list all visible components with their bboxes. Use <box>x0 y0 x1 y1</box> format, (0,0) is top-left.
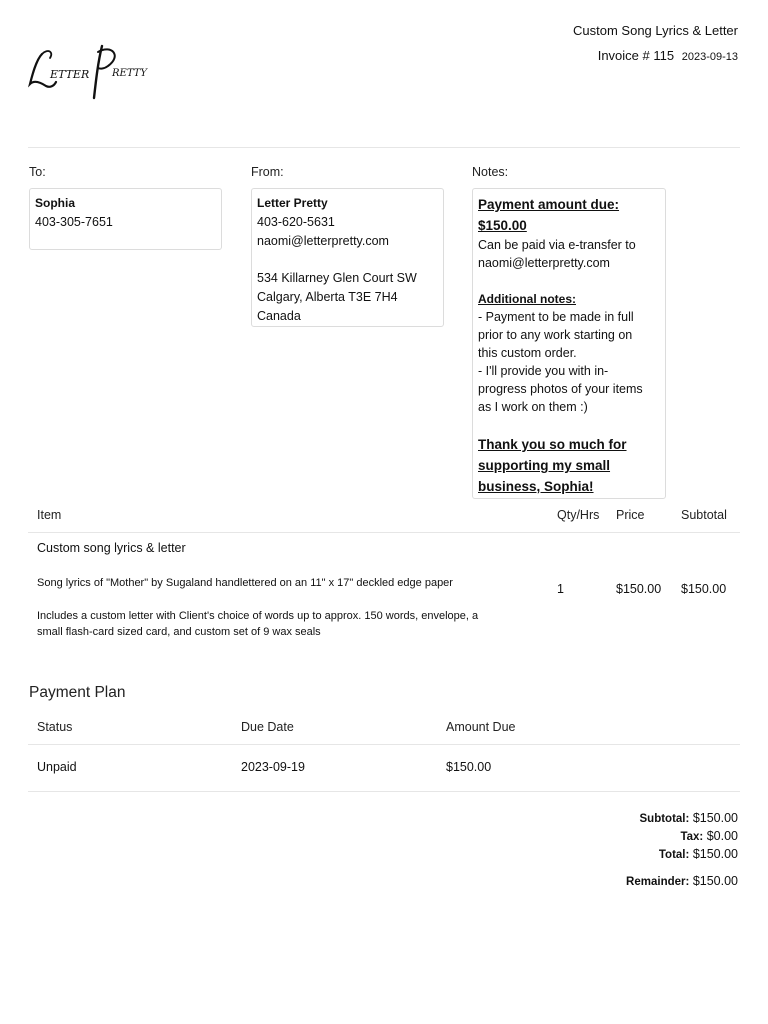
subtotal-label: Subtotal: <box>639 813 690 825</box>
thank-you-line: business, Sophia! <box>478 479 594 494</box>
plan-status: Unpaid <box>37 760 77 774</box>
payment-plan-title: Payment Plan <box>29 684 126 701</box>
notes-box <box>472 188 666 499</box>
client-name: Sophia <box>35 196 76 210</box>
thank-you-line: supporting my small <box>478 458 611 473</box>
plan-header-status: Status <box>37 720 73 734</box>
item-title: Custom song lyrics & letter <box>37 541 186 555</box>
totals-total <box>659 847 738 861</box>
item-description-extra-line2: small flash-card sized card, and custom set of 9 wax seals <box>37 626 321 638</box>
sender-email: naomi@letterpretty.com <box>257 234 389 248</box>
sender-name: Letter Pretty <box>257 196 328 210</box>
items-header-qty: Qty/Hrs <box>557 508 600 522</box>
totals-tax <box>680 829 738 843</box>
company-logo <box>28 42 168 102</box>
to-label: To: <box>29 165 46 179</box>
thank-you-line: Thank you so much for <box>478 437 627 452</box>
payment-method-line2: naomi@letterpretty.com <box>478 256 610 270</box>
plan-amount-due: $150.00 <box>446 760 492 774</box>
plan-header-divider <box>28 744 740 745</box>
note-line: as I work on them :) <box>478 400 588 414</box>
tax-label: Tax: <box>680 831 704 843</box>
total-value: $150.00 <box>692 847 738 861</box>
item-subtotal: $150.00 <box>681 582 727 596</box>
totals-subtotal <box>640 811 739 825</box>
payment-method-line1: Can be paid via e-transfer to <box>478 238 636 252</box>
items-header-price: Price <box>616 508 645 522</box>
item-description: Song lyrics of "Mother" by Sugaland handlettered on an 11" x 17" deckled edge paper <box>37 577 453 589</box>
to-box <box>29 188 222 250</box>
document-title: Custom Song Lyrics & Letter <box>573 23 738 38</box>
sender-address-line1: 534 Killarney Glen Court SW <box>257 271 417 285</box>
tax-value: $0.00 <box>706 829 738 843</box>
item-price: $150.00 <box>616 582 662 596</box>
sender-phone: 403-620-5631 <box>257 215 335 229</box>
note-line: progress photos of your items <box>478 382 643 396</box>
remainder-value: $150.00 <box>692 874 738 888</box>
subtotal-value: $150.00 <box>692 811 738 825</box>
additional-notes-heading: Additional notes: <box>478 292 576 306</box>
item-description-extra <box>37 608 537 640</box>
item-description-extra-line1: Includes a custom letter with Client's choice of words up to approx. 150 words, envelope, a <box>37 610 479 622</box>
payment-due-amount: $150.00 <box>478 218 527 233</box>
plan-bottom-divider <box>28 791 740 792</box>
svg-text:ETTER: ETTER <box>50 68 90 81</box>
total-label: Total: <box>658 849 690 861</box>
notes-label: Notes: <box>472 165 509 179</box>
invoice-number-line <box>598 48 738 63</box>
note-line: prior to any work starting on <box>478 328 633 342</box>
note-line: - I'll provide you with in- <box>478 364 609 378</box>
header-divider <box>28 147 740 148</box>
sender-address-line2: Calgary, Alberta T3E 7H4 <box>257 290 398 304</box>
payment-due-heading: Payment amount due: <box>478 197 620 212</box>
remainder-label: Remainder: <box>626 876 690 888</box>
plan-header-amount-due: Amount Due <box>446 720 516 734</box>
items-header-divider <box>28 532 740 533</box>
sender-country: Canada <box>257 309 301 323</box>
item-qty: 1 <box>557 582 564 596</box>
svg-text:RETTY: RETTY <box>112 68 147 79</box>
plan-due-date: 2023-09-19 <box>241 760 305 774</box>
from-label: From: <box>251 165 284 179</box>
from-box <box>251 188 444 327</box>
items-header-subtotal: Subtotal <box>681 508 727 522</box>
note-line: - Payment to be made in full <box>478 310 634 324</box>
letter-pretty-logo-icon <box>28 42 168 102</box>
plan-header-due-date: Due Date <box>241 720 294 734</box>
items-header-item: Item <box>37 508 62 522</box>
invoice-number: Invoice # 115 <box>597 48 675 63</box>
totals-remainder <box>626 874 738 888</box>
client-phone: 403-305-7651 <box>35 215 113 229</box>
invoice-date: 2023-09-13 <box>681 51 738 63</box>
note-line: this custom order. <box>478 346 577 360</box>
